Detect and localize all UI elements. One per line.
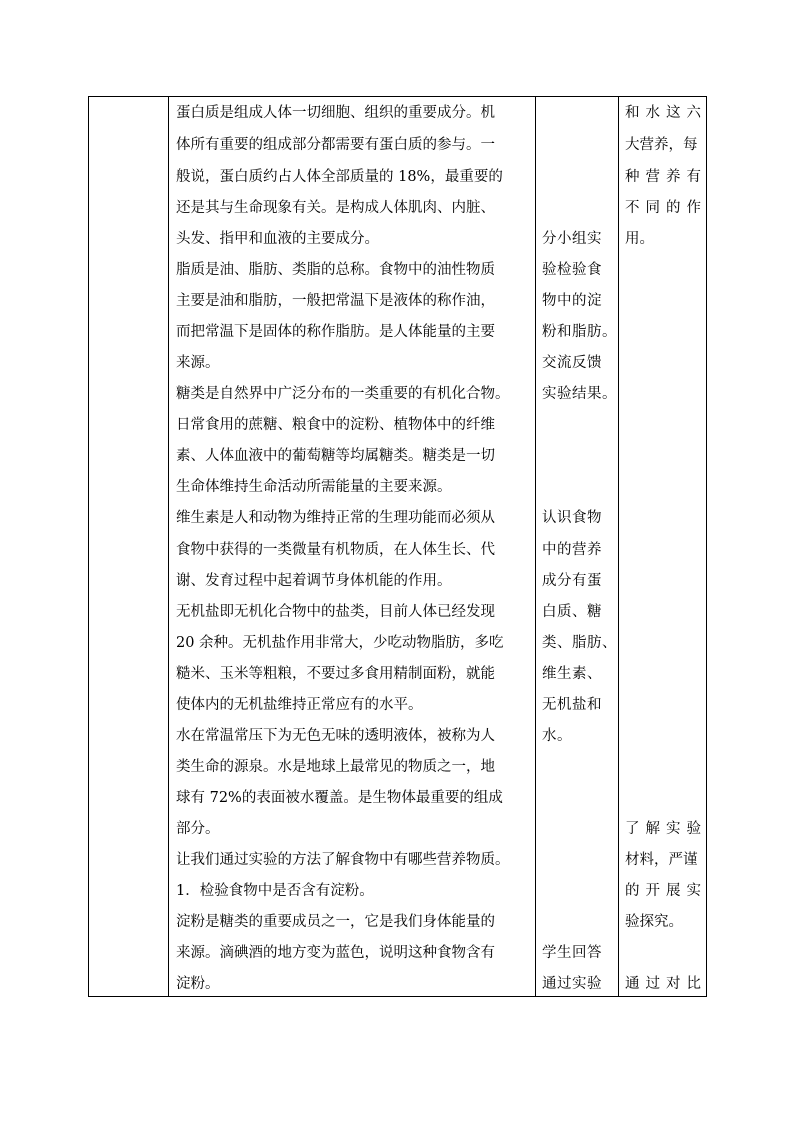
intent-line: 种营养有: [625, 169, 707, 185]
activity-line: 白质、糖: [542, 604, 602, 620]
content-line: 淀粉。: [176, 976, 220, 992]
column-1-empty: [89, 97, 168, 996]
content-line: 类生命的源泉。水是地球上最常见的物质之一，地: [176, 759, 495, 775]
activity-line: 实验结果。: [542, 386, 617, 402]
content-line: 生命体维持生命活动所需能量的主要来源。: [176, 479, 452, 495]
column-content: [169, 97, 535, 996]
content-line: 水在常温常压下为无色无味的透明液体，被称为人: [176, 728, 495, 744]
activity-line: 交流反馈: [542, 355, 602, 371]
intent-line: 的开展实: [625, 883, 707, 899]
content-line: 谢、发育过程中起着调节身体机能的作用。: [176, 573, 452, 589]
content-line: 让我们通过实验的方法了解食物中有哪些营养物质。: [176, 852, 510, 868]
intent-line: 用。: [625, 231, 654, 247]
activity-line: 认识食物: [542, 510, 602, 526]
intent-line: 了解实验: [625, 821, 707, 837]
content-line: 使体内的无机盐维持正常应有的水平。: [176, 697, 423, 713]
content-line: 而把常温下是固体的称作脂肪。是人体能量的主要: [176, 324, 495, 340]
content-line: 食物中获得的一类微量有机物质，在人体生长、代: [176, 542, 495, 558]
content-line: 日常食用的蔗糖、粮食中的淀粉、植物体中的纤维: [176, 417, 495, 433]
content-line: 无机盐即无机化合物中的盐类，目前人体已经发现: [176, 604, 495, 620]
intent-line: 不同的作: [625, 200, 707, 216]
activity-line: 验检验食: [542, 262, 602, 278]
content-line: 来源。: [176, 355, 220, 371]
content-line: 还是其与生命现象有关。是构成人体肌肉、内脏、: [176, 200, 495, 216]
activity-line: 成分有蛋: [542, 573, 602, 589]
activity-line: 分小组实: [542, 231, 602, 247]
activity-line: 维生素、: [542, 666, 602, 682]
content-line: 蛋白质是组成人体一切细胞、组织的重要成分。机: [176, 105, 495, 121]
activity-line: 通过实验: [542, 976, 602, 992]
content-line: 糙米、玉米等粗粮，不要过多食用精制面粉，就能: [176, 666, 495, 682]
activity-line: 中的营养: [542, 542, 602, 558]
activity-line: 粉和脂肪。: [542, 324, 617, 340]
content-line: 糖类是自然界中广泛分布的一类重要的有机化合物。: [176, 386, 510, 402]
content-line: 维生素是人和动物为维持正常的生理功能而必须从: [176, 510, 495, 526]
content-line: 素、人体血液中的葡萄糖等均属糖类。糖类是一切: [176, 448, 495, 464]
content-line: 淀粉是糖类的重要成员之一，它是我们身体能量的: [176, 914, 495, 930]
content-line: 20 余种。无机盐作用非常大，少吃动物脂肪，多吃: [176, 635, 504, 651]
intent-line: 和水这六: [625, 105, 707, 121]
content-line: 头发、指甲和血液的主要成分。: [176, 231, 379, 247]
activity-line: 物中的淀: [542, 293, 602, 309]
activity-line: 无机盐和: [542, 697, 602, 713]
intent-line: 验探究。: [625, 914, 683, 930]
content-line: 来源。滴碘酒的地方变为蓝色，说明这种食物含有: [176, 945, 495, 961]
content-line: 主要是油和脂肪，一般把常温下是液体的称作油，: [176, 293, 495, 309]
intent-line: 材料，严谨: [625, 852, 698, 868]
lesson-plan-table: [88, 96, 707, 997]
activity-line: 水。: [542, 728, 572, 744]
content-line: 脂质是油、脂肪、类脂的总称。食物中的油性物质: [176, 262, 495, 278]
intent-line: 通过对比: [625, 976, 707, 992]
content-line: 球有 72%的表面被水覆盖。是生物体最重要的组成: [176, 790, 503, 806]
column-design-intent: [619, 97, 708, 996]
column-student-activity: [536, 97, 618, 996]
activity-line: 类、脂肪、: [542, 635, 617, 651]
activity-line: 学生回答: [542, 945, 602, 961]
intent-line: 大营养，每: [625, 137, 698, 153]
content-line: 般说，蛋白质约占人体全部质量的 18%，最重要的: [176, 169, 503, 185]
content-line: 1．检验食物中是否含有淀粉。: [176, 883, 374, 899]
content-line: 体所有重要的组成部分都需要有蛋白质的参与。一: [176, 137, 495, 153]
content-line: 部分。: [176, 821, 220, 837]
